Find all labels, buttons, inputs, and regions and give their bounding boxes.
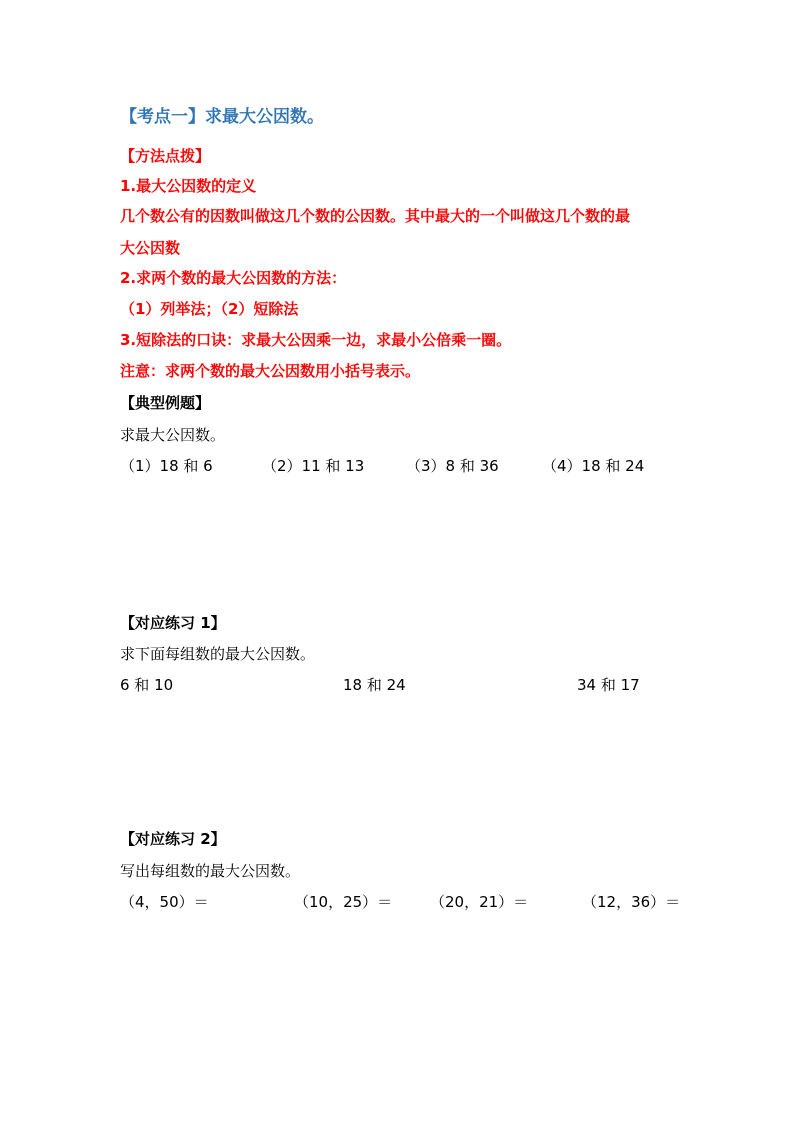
practice1-instruction: 求下面每组数的最大公因数。 [120,645,316,663]
method-heading: 【方法点拨】 [120,147,211,165]
example-item-4: （4）18 和 24 [542,457,645,475]
methods-title: 2.求两个数的最大公因数的方法： [120,269,347,287]
example-instruction: 求最大公因数。 [120,426,226,444]
practice2-instruction: 写出每组数的最大公因数。 [120,862,301,880]
practice1-item-1: 6 和 10 [120,676,174,694]
definition-line-2: 大公因数 [120,239,181,257]
practice2-heading: 【对应练习 2】 [120,830,226,848]
rhyme-text: 3.短除法的口诀：求最大公因乘一边，求最小公倍乘一圈。 [120,331,512,349]
practice1-item-2: 18 和 24 [343,676,406,694]
practice2-item-1: （4，50）＝ [120,893,209,911]
example-item-2: （2）11 和 13 [262,457,365,475]
practice1-heading: 【对应练习 1】 [120,614,226,632]
definition-title: 1.最大公因数的定义 [120,177,257,195]
definition-line-1: 几个数公有的因数叫做这几个数的公因数。其中最大的一个叫做这几个数的最 [120,207,631,225]
example-item-1: （1）18 和 6 [120,457,213,475]
note-text: 注意：求两个数的最大公因数用小括号表示。 [120,362,421,380]
practice1-item-3: 34 和 17 [577,676,640,694]
practice2-item-2: （10，25）＝ [294,893,393,911]
section-title: 【考点一】求最大公因数。 [120,107,324,127]
practice2-item-3: （20，21）＝ [430,893,529,911]
example-item-3: （3）8 和 36 [406,457,499,475]
methods-list: （1）列举法；（2）短除法 [120,300,299,318]
example-heading: 【典型例题】 [120,394,211,412]
practice2-item-4: （12，36）＝ [582,893,681,911]
